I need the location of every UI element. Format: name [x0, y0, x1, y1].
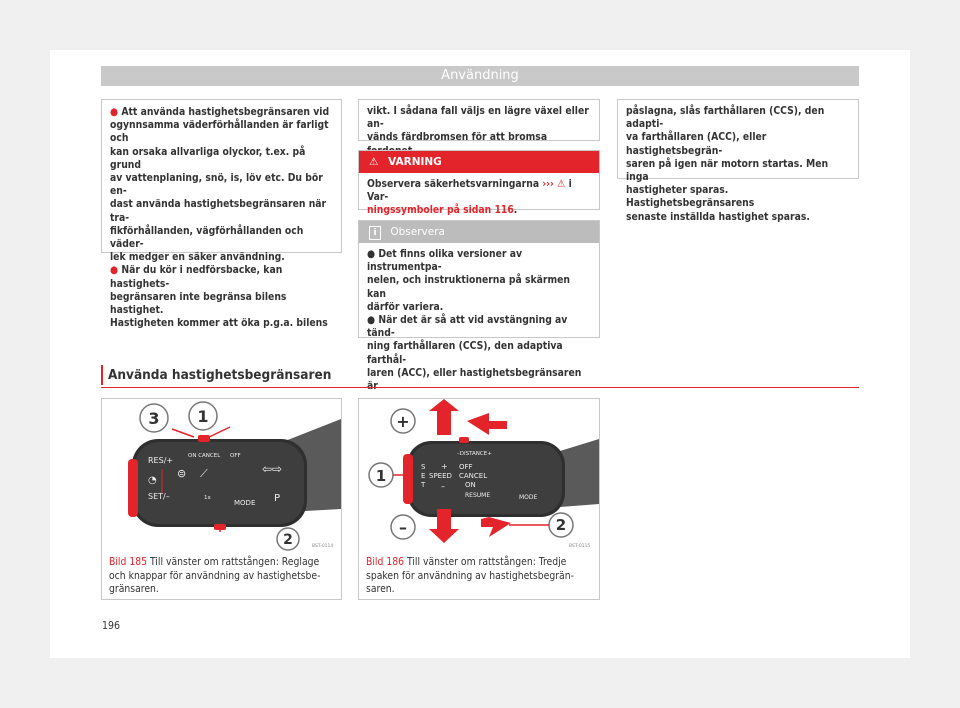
speed-label: SPEED	[429, 472, 452, 480]
figure-185-caption: Bild 185 Till vänster om rattstången: Reglage och knappar för användning av hastighetsbe- gränsaren.	[109, 556, 321, 595]
figure-186-caption: Bild 186 Till vänster om rattstången: Tredje spaken för användning av hastighetsbegrän- saren.	[366, 556, 574, 595]
warning-continuation-box	[101, 99, 342, 330]
bullet-item-weather: ● Att använda hastighetsbegränsaren vid ogynnsamma väderförhållanden är farligt och kan orsaka allvarliga olyckor, t.ex. på grund av vattenplaning, snö, is, löv etc. Du bör en- dast använda hastighetsbegränsaren när tra- fikförhållanden, vägförhållanden och väder- lek medger en säker användning.	[110, 106, 330, 264]
note-box	[358, 220, 600, 379]
set-label: SET/–	[148, 492, 170, 501]
plus-label: +	[441, 462, 448, 471]
callout-plus-label: +	[396, 412, 410, 431]
section-title: Använda hastighetsbegränsaren	[108, 367, 332, 383]
speedometer-icon: ◔	[148, 475, 157, 486]
bullet-icon: ●	[110, 106, 119, 118]
page-reference-link[interactable]: ningssymboler på sidan 116	[367, 204, 514, 217]
res-label: RES/+	[148, 456, 174, 465]
bullet-icon: ●	[367, 248, 376, 260]
on-label: ON	[465, 481, 476, 489]
warning-continuation-box-2: vikt. I sådana fall väljs en lägre växel eller an- vänds färdbromsen för att bromsa	[358, 99, 600, 141]
arrow-icon: ›››	[542, 178, 554, 190]
warning-body: Observera säkerhetsvarningarna ››› ⚠ i Var- ningssymboler på sidan 116.	[367, 178, 572, 217]
info-icon: i	[369, 226, 381, 240]
resume-label: RESUME	[465, 492, 491, 499]
stalk-illustration-1	[102, 399, 341, 551]
e-label: E	[421, 472, 426, 480]
section-marker	[101, 365, 103, 385]
page-number: 196	[102, 620, 121, 632]
wiper-icon: ⟋	[200, 467, 208, 480]
page-header: Användning	[101, 66, 859, 86]
warning-triangle-icon: ⚠	[557, 178, 566, 190]
bullet-item-downhill: ● När du kör i nedförsbacke, kan hastighets- begränsaren inte begränsa bilens hastighet. Hastigheten kommer att öka p.g.a. bilens	[110, 264, 328, 330]
on-cancel-label: ON CANCEL	[188, 453, 221, 459]
figure-186	[358, 398, 600, 600]
t-label: T	[421, 481, 426, 489]
note-header: i Observera	[359, 221, 599, 243]
onex-label: 1x	[204, 495, 211, 501]
callout-3-label: 3	[148, 409, 160, 428]
minus-label: –	[441, 482, 445, 491]
callout-1-label: 1	[197, 407, 209, 426]
distance-label: –DISTANCE+	[457, 451, 492, 457]
stalk-illustration-2	[359, 399, 599, 551]
off-label: OFF	[459, 463, 473, 471]
cancel-label: CANCEL	[459, 472, 488, 480]
off-label: OFF	[230, 453, 241, 459]
indicator-arrows-icon: ⇦⇨	[262, 462, 283, 476]
note-continuation-box: påslagna, slås farthållaren (CCS), den adapti- va farthållaren (ACC), eller hastighetsbegrän- saren på igen när motorn startas. Men inga hastigheter sparas. Hastighetsbegränsarens senaste inställda hastighet sparas.	[617, 99, 859, 179]
headlight-icon: ⊜	[177, 467, 187, 480]
note-item-ignition: ● När det är så att vid avstängning av tänd- ning farthållaren (CCS), den adaptiva farthål- laren (ACC), eller hastighetsbegränsaren	[367, 314, 582, 379]
callout-2-label: 2	[555, 516, 567, 534]
warning-triangle-icon: ⚠	[369, 156, 379, 168]
bullet-icon: ●	[110, 264, 119, 277]
callout-minus-label: –	[399, 518, 407, 537]
callout-2-label: 2	[283, 532, 293, 548]
parking-light-icon: P	[274, 493, 281, 504]
note-body	[359, 243, 599, 393]
mode-label: MODE	[519, 494, 538, 501]
callout-1-label: 1	[375, 467, 387, 485]
manual-page	[50, 50, 910, 658]
warning-box	[358, 150, 600, 217]
warning-header: ⚠ VARNING	[359, 151, 599, 173]
bullet-icon: ●	[367, 314, 376, 327]
mode-label: MODE	[234, 499, 256, 507]
section-divider	[101, 387, 859, 388]
s-label: S	[421, 463, 426, 471]
figure-code: BST-0115	[569, 544, 591, 549]
note-item-versions: ● Det finns olika versioner av instrumentpa- nelen, och instruktionerna på skärmen kan därför variera.	[367, 248, 571, 313]
figure-code: BST-0114	[312, 544, 334, 549]
figure-185	[101, 398, 342, 600]
